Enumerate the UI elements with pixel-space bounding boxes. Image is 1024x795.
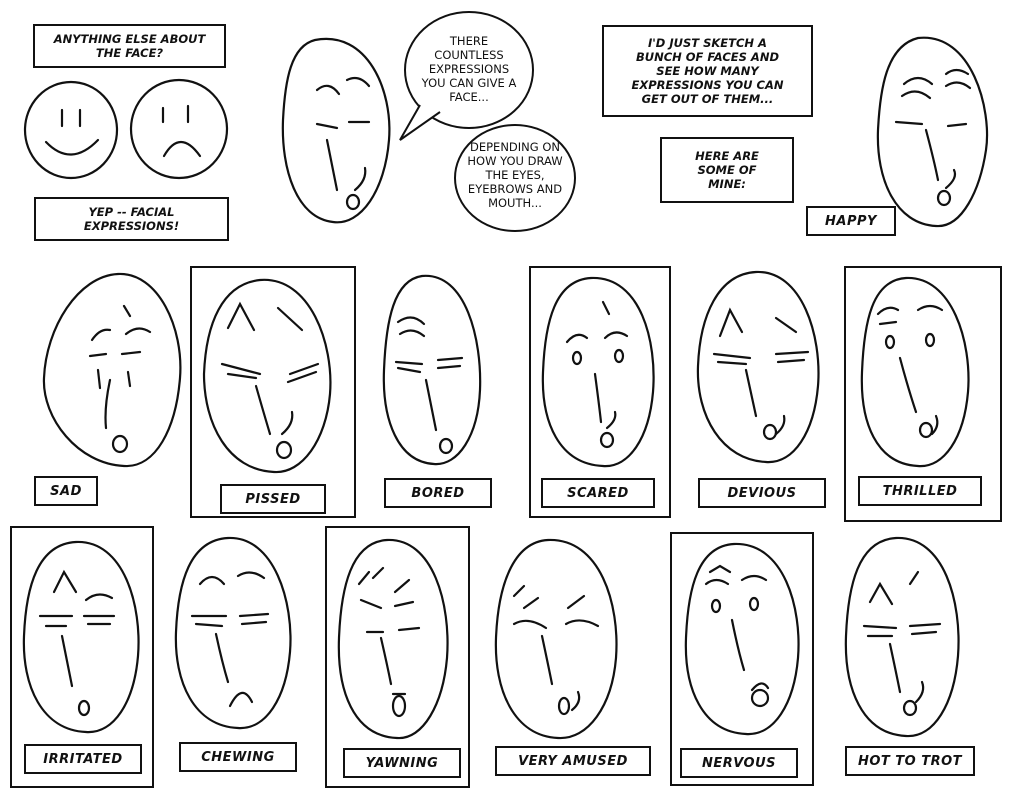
label-scared: SCARED xyxy=(541,478,655,508)
nervous-expression-icon xyxy=(680,538,804,738)
scared-expression-icon xyxy=(537,272,657,472)
caption-yep: YEP -- FACIAL EXPRESSIONS! xyxy=(34,197,229,241)
chewing-expression-icon xyxy=(170,532,296,732)
very-amused-expression-icon xyxy=(488,534,624,744)
label-irritated: IRRITATED xyxy=(24,744,142,774)
pissed-expression-icon xyxy=(198,274,338,474)
bubble-countless-text: THERE COUNTLESS EXPRESSIONS YOU CAN GIVE A FACE... xyxy=(421,34,517,105)
label-devious: DEVIOUS xyxy=(698,478,826,508)
thrilled-expression-icon xyxy=(856,272,976,472)
caption-sketch: I'D JUST SKETCH A BUNCH OF FACES AND SEE HOW MANY EXPRESSIONS YOU CAN GET OUT OF THEM... xyxy=(602,25,813,117)
devious-expression-icon xyxy=(690,266,826,466)
label-chewing: CHEWING xyxy=(179,742,297,772)
yawning-expression-icon xyxy=(333,534,453,744)
happy-face-icon xyxy=(866,30,996,230)
hot-to-trot-expression-icon xyxy=(840,532,966,742)
bored-expression-icon xyxy=(378,270,488,470)
label-bored: BORED xyxy=(384,478,492,508)
label-yawning: YAWNING xyxy=(343,748,461,778)
label-happy: HAPPY xyxy=(806,206,896,236)
label-thrilled: THRILLED xyxy=(858,476,982,506)
caption-here: HERE ARE SOME OF MINE: xyxy=(660,137,794,203)
label-very-amused: VERY AMUSED xyxy=(495,746,651,776)
label-sad: SAD xyxy=(34,476,98,506)
bubble-depending-text: DEPENDING ON HOW YOU DRAW THE EYES, EYEBROWS AND MOUTH... xyxy=(467,140,563,211)
irritated-expression-icon xyxy=(18,536,144,736)
caption-question: ANYTHING ELSE ABOUT THE FACE? xyxy=(33,24,226,68)
label-nervous: NERVOUS xyxy=(680,748,798,778)
label-hot-to-trot: HOT TO TROT xyxy=(845,746,975,776)
label-pissed: PISSED xyxy=(220,484,326,514)
sad-expression-icon xyxy=(38,268,188,468)
